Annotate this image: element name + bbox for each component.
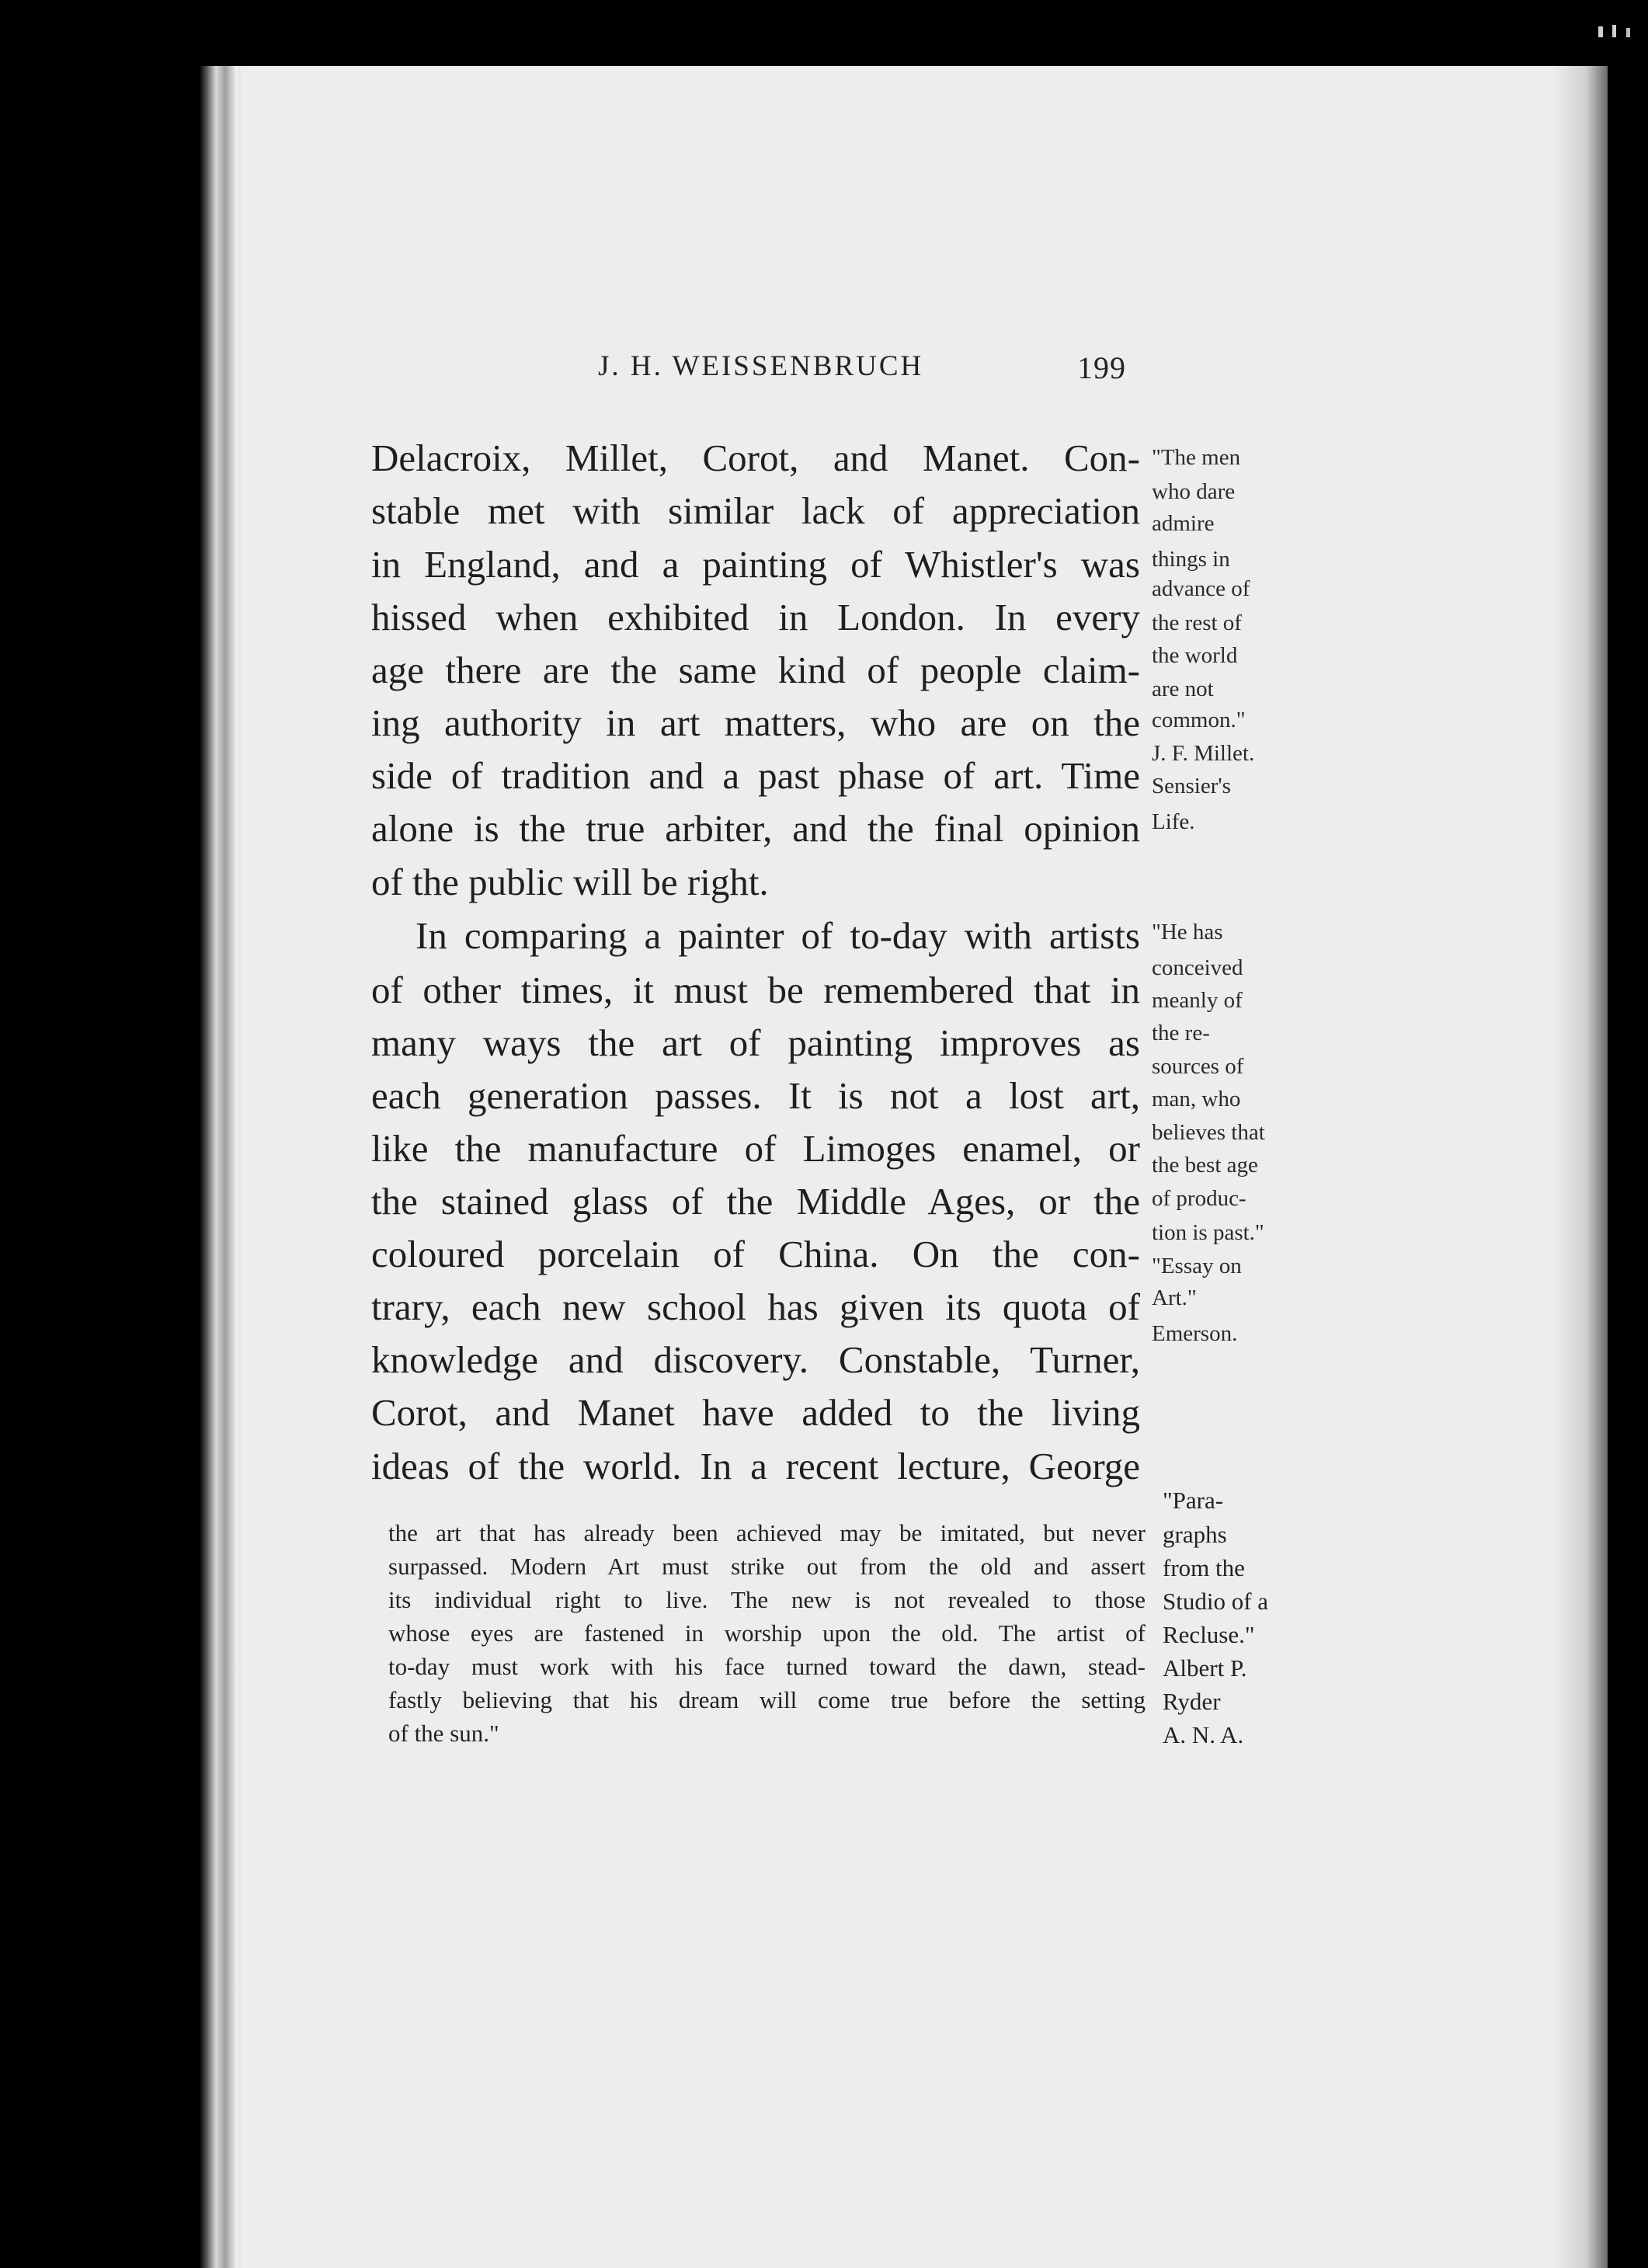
margin-note-line: from the bbox=[1163, 1554, 1245, 1581]
body-line: In comparing a painter of to-day with artists bbox=[415, 914, 1140, 957]
page-gutter-edge bbox=[200, 66, 245, 2268]
margin-note-line: meanly of bbox=[1152, 988, 1243, 1013]
body-line: Delacroix, Millet, Corot, and Manet. Con- bbox=[371, 437, 1140, 479]
margin-note-line: admire bbox=[1152, 511, 1215, 536]
margin-note-line: "He has bbox=[1152, 920, 1223, 944]
margin-note-line: who dare bbox=[1152, 479, 1236, 504]
margin-note-line: conceived bbox=[1152, 955, 1243, 980]
margin-note-line: advance of bbox=[1152, 576, 1250, 601]
margin-note-line: the re- bbox=[1152, 1021, 1210, 1045]
margin-note-line: Albert P. bbox=[1163, 1654, 1247, 1682]
body-line: the stained glass of the Middle Ages, or the bbox=[371, 1180, 1140, 1223]
scan-background-right bbox=[1604, 0, 1648, 2256]
footnote-line: surpassed. Modern Art must strike out from the old and assert bbox=[388, 1553, 1146, 1580]
margin-note-line: Life. bbox=[1152, 809, 1195, 834]
running-title: J. H. WEISSENBRUCH bbox=[598, 350, 924, 382]
footnote-line: of the sun." bbox=[388, 1720, 499, 1747]
body-line: coloured porcelain of China. On the con- bbox=[371, 1233, 1140, 1275]
margin-note-line: tion is past." bbox=[1152, 1220, 1264, 1245]
body-line: ideas of the world. In a recent lecture, George bbox=[371, 1445, 1140, 1487]
margin-note-line: believes that bbox=[1152, 1120, 1265, 1145]
body-line: ing authority in art matters, who are on the bbox=[371, 701, 1140, 744]
margin-note-line: "Essay on bbox=[1152, 1254, 1242, 1278]
footnote-line: the art that has already been achieved may be imitated, but never bbox=[388, 1519, 1146, 1546]
margin-note-line: the world bbox=[1152, 643, 1238, 668]
footnote-line: to-day must work with his face turned toward the dawn, stead- bbox=[388, 1653, 1146, 1680]
footnote-line: whose eyes are fastened in worship upon the old. The artist of bbox=[388, 1619, 1146, 1647]
body-line: trary, each new school has given its quota of bbox=[371, 1285, 1140, 1328]
margin-note-line: Sensier's bbox=[1152, 774, 1231, 798]
body-line: of other times, it must be remembered that in bbox=[371, 969, 1140, 1011]
margin-note-line: of produc- bbox=[1152, 1186, 1246, 1211]
body-line: hissed when exhibited in London. In every bbox=[371, 596, 1140, 638]
scan-background-left bbox=[0, 0, 206, 2256]
body-line: in England, and a painting of Whistler's was bbox=[371, 543, 1140, 586]
page-number: 199 bbox=[1077, 350, 1126, 385]
margin-note-line: "Para- bbox=[1163, 1487, 1224, 1514]
body-line: stable met with similar lack of appreciation bbox=[371, 489, 1140, 532]
margin-note-line: Emerson. bbox=[1152, 1321, 1238, 1346]
body-line: knowledge and discovery. Constable, Turner, bbox=[371, 1338, 1140, 1381]
margin-note-line: J. F. Millet. bbox=[1152, 741, 1255, 766]
margin-note-line: common." bbox=[1152, 708, 1246, 732]
margin-note-line: are not bbox=[1152, 677, 1214, 701]
body-line: alone is the true arbiter, and the final opinion bbox=[371, 807, 1140, 850]
margin-note-line: the rest of bbox=[1152, 610, 1242, 635]
margin-note-line: the best age bbox=[1152, 1153, 1258, 1177]
margin-note-line: man, who bbox=[1152, 1087, 1241, 1111]
body-line: each generation passes. It is not a lost art, bbox=[371, 1074, 1140, 1117]
body-line: of the public will be right. bbox=[371, 861, 769, 903]
margin-note-line: Recluse." bbox=[1163, 1621, 1255, 1648]
page-header bbox=[598, 350, 1126, 396]
margin-note-line: graphs bbox=[1163, 1521, 1227, 1548]
footnote-line: fastly believing that his dream will come true before the setting bbox=[388, 1686, 1146, 1713]
body-line: like the manufacture of Limoges enamel, or bbox=[371, 1127, 1140, 1170]
margin-note-line: A. N. A. bbox=[1163, 1721, 1244, 1748]
margin-note-line: Studio of a bbox=[1163, 1588, 1269, 1615]
scan-corner-marks bbox=[1592, 23, 1639, 62]
margin-note-line: "The men bbox=[1152, 445, 1241, 470]
footnote-line: its individual right to live. The new is not revealed to those bbox=[388, 1586, 1146, 1613]
margin-note-line: sources of bbox=[1152, 1054, 1244, 1079]
margin-note-line: things in bbox=[1152, 547, 1230, 572]
body-line: Corot, and Manet have added to the living bbox=[371, 1391, 1140, 1434]
margin-note-line: Art." bbox=[1152, 1285, 1197, 1310]
body-line: age there are the same kind of people claim- bbox=[371, 649, 1140, 691]
margin-note-line: Ryder bbox=[1163, 1688, 1221, 1715]
body-line: many ways the art of painting improves as bbox=[371, 1021, 1140, 1064]
body-line: side of tradition and a past phase of art. Time bbox=[371, 754, 1140, 797]
